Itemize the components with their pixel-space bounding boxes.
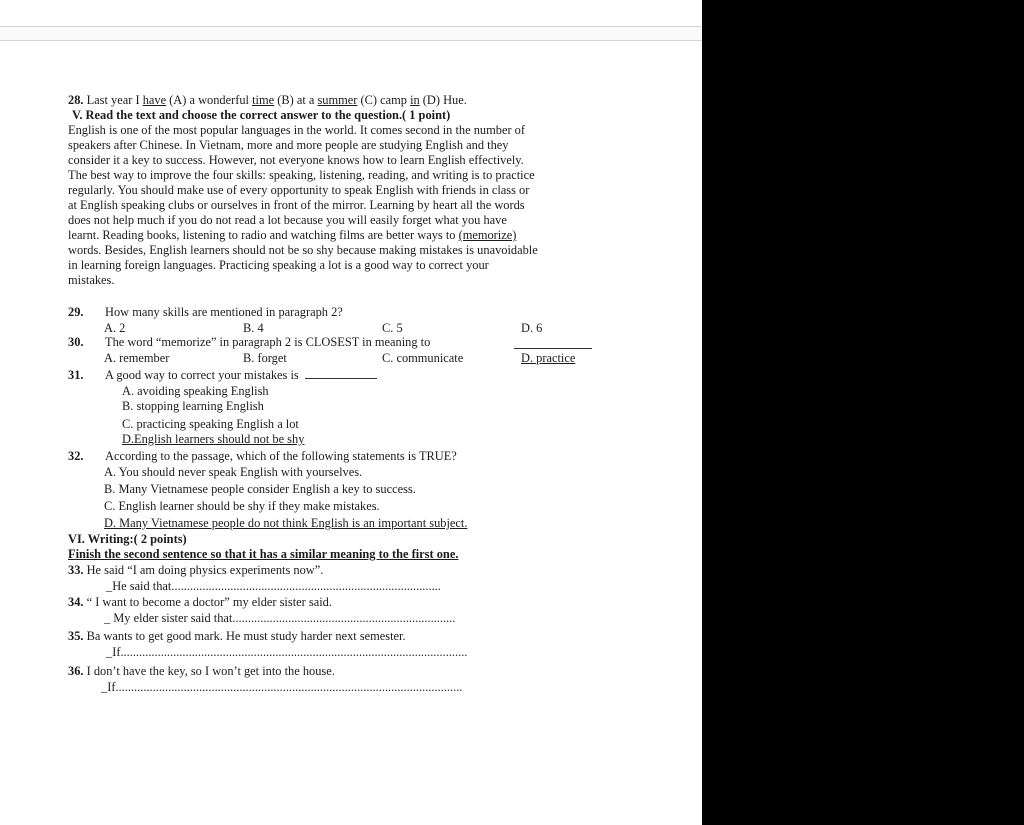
memorize-word: (memorize) <box>458 228 517 242</box>
option-c[interactable]: C. practicing speaking English a lot <box>122 417 299 431</box>
option-a[interactable]: A. avoiding speaking English <box>122 384 269 398</box>
reading-passage: English is one of the most popular languages in the world. It comes second in the number of speakers after Chinese. In Vietnam, more and more people are studying English and they consider it a key to success. However, not everyone knows how to learn English effectively. The best way to improve the four skills: speaking, listening, reading, and writing is to practice regularly. You should make use of every opportunity to speak English with friends in class or at English speaking clubs or ourselves in front of the mirror. Learning by heart all the words does not help much if you do not read a lot because you will easily forget what you have learnt. Reading books, listening to radio and watching films are better ways to (memorize) words. Besides, English learners should not be so shy because making mistakes is unavoidable in learning foreign languages. Practicing speaking a lot is a good way to correct your mistakes. <box>68 123 538 287</box>
option-b[interactable]: B. stopping learning English <box>122 399 264 413</box>
section-6-heading: VI. Writing:( 2 points) <box>68 532 187 546</box>
question-35: 35. Ba wants to get good mark. He must study harder next semester. <box>68 629 406 643</box>
option-d[interactable]: D. 6 <box>521 321 543 335</box>
section-5-heading: V. Read the text and choose the correct answer to the question.( 1 point) <box>72 108 451 122</box>
option-a[interactable]: A. remember <box>104 351 170 365</box>
question-34: 34. “ I want to become a doctor” my elder sister said. <box>68 595 332 609</box>
answer-blank <box>305 368 377 379</box>
option-c[interactable]: C. communicate <box>382 351 464 365</box>
question-number: 28. <box>68 93 84 107</box>
black-side-panel <box>702 0 1024 825</box>
option-c[interactable]: C. 5 <box>382 321 403 335</box>
answer-line-33[interactable]: _He said that....................................................................................... <box>106 579 441 593</box>
answer-line-36[interactable]: _If................................................................................................................ <box>101 680 463 694</box>
option-b[interactable]: B. 4 <box>243 321 264 335</box>
option-b[interactable]: B. Many Vietnamese people consider English a key to success. <box>104 482 416 496</box>
question-28: 28. Last year I have (A) a wonderful time (B) at a summer (C) camp in (D) Hue. <box>68 93 467 107</box>
option-a[interactable]: A. 2 <box>104 321 126 335</box>
question-32: 32. According to the passage, which of the following statements is TRUE? <box>68 449 457 463</box>
option-a[interactable]: A. You should never speak English with yourselves. <box>104 465 363 479</box>
answer-line-35[interactable]: _If................................................................................................................ <box>106 645 468 659</box>
option-c[interactable]: C. English learner should be shy if they make mistakes. <box>104 499 380 513</box>
option-d[interactable]: D. practice <box>521 351 576 365</box>
answer-blank <box>514 348 592 349</box>
option-d[interactable]: D.English learners should not be shy <box>122 432 305 446</box>
writing-instruction: Finish the second sentence so that it has a similar meaning to the first one. <box>68 547 459 561</box>
question-31: 31. A good way to correct your mistakes is <box>68 368 668 384</box>
question-30: 30. The word “memorize” in paragraph 2 is CLOSEST in meaning to <box>68 335 668 351</box>
worksheet-page <box>68 93 668 696</box>
option-d[interactable]: D. Many Vietnamese people do not think English is an important subject. <box>104 516 468 530</box>
answer-line-34[interactable]: _ My elder sister said that........................................................................ <box>104 611 456 625</box>
question-33: 33. He said “I am doing physics experiments now”. <box>68 563 324 577</box>
toolbar-divider <box>0 26 702 41</box>
question-29: 29. How many skills are mentioned in paragraph 2? <box>68 305 343 319</box>
question-30-options <box>68 351 668 367</box>
question-36: 36. I don’t have the key, so I won’t get into the house. <box>68 664 335 678</box>
option-b[interactable]: B. forget <box>243 351 287 365</box>
